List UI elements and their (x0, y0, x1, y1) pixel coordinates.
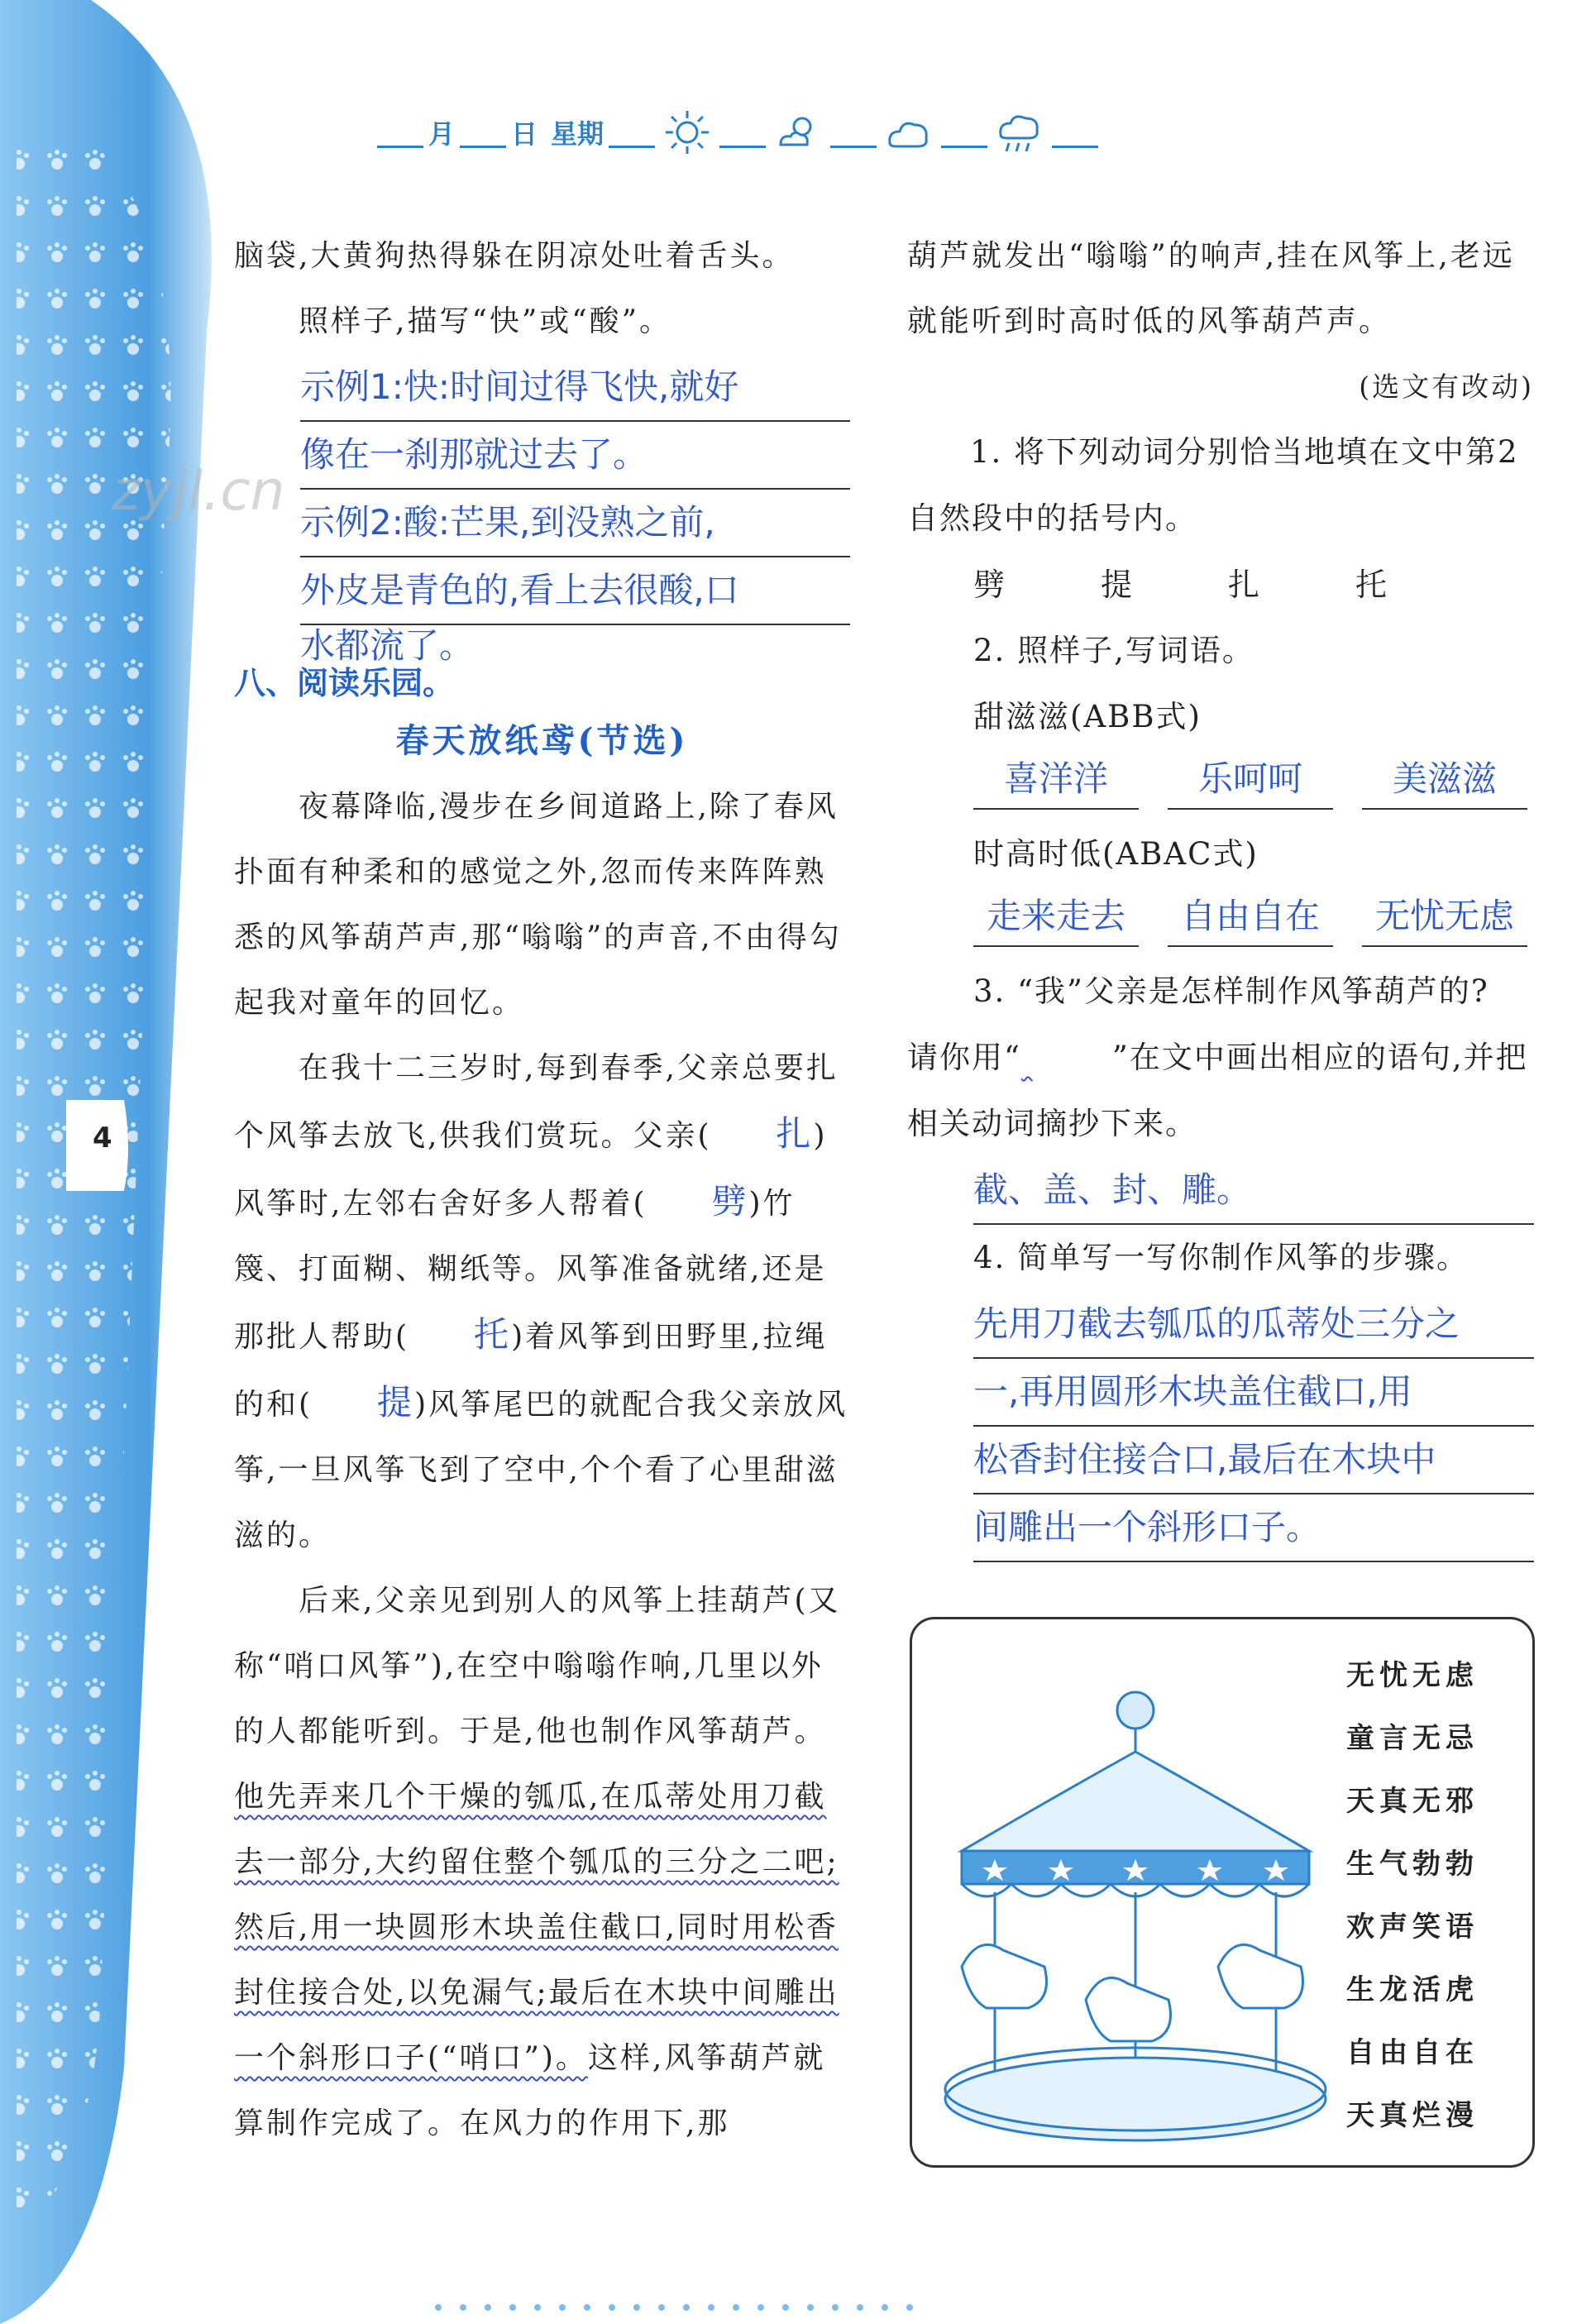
text-run: 请你用“ (907, 1040, 1021, 1075)
idiom-list (1346, 1644, 1512, 2147)
idiom-item: 天真无邪 (1346, 1785, 1479, 1818)
question-3-instruction (907, 1025, 1534, 1157)
text-run: )竹篾、打面糊、糊纸等。风筝准备就绪,还是那批人帮助( (234, 1187, 827, 1354)
idiom-item: 天真烂漫 (1346, 2099, 1479, 2132)
answer-line: 外皮是青色的,看上去很酸,口 (300, 557, 850, 625)
watermark: zyjl.cn (112, 459, 285, 523)
answer-line: 一,再用圆形木块盖住截口,用 (973, 1359, 1534, 1427)
section-heading: 八、阅读乐园。 (234, 665, 455, 701)
text-run: )着风筝到田野里,拉绳的和( (234, 1320, 828, 1422)
example-answers (300, 354, 850, 666)
left-column (234, 223, 850, 2156)
question-4-answer (973, 1291, 1534, 1562)
cloudy-icon (885, 108, 933, 156)
idiom-item: 童言无忌 (1346, 1722, 1479, 1755)
question-2: 2. 照样子,写词语。 (973, 633, 1254, 668)
word-answer: 无忧无虑 (1362, 887, 1527, 947)
day-blank (460, 117, 506, 148)
page-number: 4 (93, 1121, 112, 1155)
verb-item: 劈 (973, 567, 1006, 603)
passage-continued: 葫芦就发出“嗡嗡”的响声,挂在风筝上,老远就能听到时高时低的风筝葫芦声。 (907, 239, 1515, 338)
idiom-item: 无忧无虑 (1346, 1659, 1479, 1692)
text-run: 后来,父亲见到别人的风筝上挂葫芦(又称“哨口风筝”),在空中嗡嗡作响,几里以外的人都能听到。于是,他也制作风筝葫芦。 (234, 1584, 841, 1748)
verb-item: 扎 (1227, 567, 1259, 603)
abac-answers (973, 887, 1527, 947)
day-label: 日 (511, 118, 538, 150)
text-run: ”在文中画出相应的语句,并把相关动词摘抄下来。 (907, 1040, 1528, 1141)
decorative-side-band (0, 0, 240, 2324)
question-3: 3. “我”父亲是怎样制作风筝葫芦的? (973, 973, 1489, 1009)
passage-title: 春天放纸鸢(节选) (395, 721, 689, 760)
weather-blank-3 (941, 117, 987, 148)
weekday-blank (609, 117, 655, 148)
carousel-illustration (929, 1636, 1342, 2149)
answer-line: 间雕出一个斜形口子。 (973, 1494, 1534, 1562)
word-answer: 乐呵呵 (1168, 750, 1333, 810)
source-note: (选文有改动) (1359, 371, 1534, 403)
idiom-item: 自由自在 (1346, 2036, 1479, 2069)
answer-line: 松香封住接合口,最后在木块中 (973, 1427, 1534, 1494)
passage-paragraph-3 (234, 1568, 850, 2156)
weather-blank-1 (719, 117, 766, 148)
date-weather-header (372, 108, 1103, 157)
abb-label: 甜滋滋(ABB式) (973, 699, 1202, 734)
rainy-icon (996, 108, 1044, 156)
passage-paragraph-1: 夜幕降临,漫步在乡间道路上,除了春风扑面有种柔和的感觉之外,忽而传来阵阵熟悉的风筝葫芦声,那“嗡嗡”的声音,不由得勾起我对童年的回忆。 (234, 790, 842, 1020)
passage-paragraph-2 (234, 1035, 850, 1568)
footer-dots (430, 2299, 959, 2316)
text-run: )风筝尾巴的就配合我父亲放风筝,一旦风筝飞到了空中,个个看了心里甜滋滋的。 (234, 1388, 848, 1552)
abb-answers (973, 750, 1527, 810)
verb-item: 托 (1355, 567, 1387, 603)
fill-answer: 劈 (711, 1181, 749, 1222)
answer-line: 示例1:快:时间过得飞快,就好 (300, 354, 850, 422)
text-run: )风筝时,左邻右舍好多人帮着( (234, 1119, 828, 1221)
answer-line: 截、盖、封、雕。 (973, 1157, 1534, 1225)
right-column (907, 223, 1534, 1562)
month-blank (377, 117, 423, 148)
verb-item: 提 (1100, 567, 1132, 603)
wavy-line-sample (1021, 1025, 1112, 1091)
sunny-icon (663, 108, 711, 156)
idiom-item: 生龙活虎 (1346, 1973, 1479, 2006)
month-label: 月 (428, 118, 456, 150)
word-answer: 喜洋洋 (973, 750, 1139, 810)
fill-answer: 托 (474, 1314, 512, 1355)
question-3-answer (973, 1157, 1534, 1225)
question-1: 1. 将下列动词分别恰当地填在文中第2自然段中的括号内。 (907, 434, 1519, 536)
weather-blank-4 (1052, 117, 1098, 148)
fill-answer: 扎 (776, 1113, 814, 1154)
text-run: 在我十二三岁时,每到春季,父亲总要扎个风筝去放飞,供我们赏玩。父亲( (234, 1051, 839, 1153)
instruction-text: 照样子,描写“快”或“酸”。 (299, 304, 672, 338)
wavy-underlined-answer: 他先弄来几个干燥的瓠瓜,在瓜蒂处用刀截去一部分,大约留住整个瓠瓜的三分之二吧;然后,用一块圆形木块盖住截口,同时用松香封住接合处,以免漏气;最后在木块中间雕出一个斜形口子(“哨口”)。 (234, 1780, 839, 2075)
idiom-illustration-box (910, 1617, 1535, 2168)
paragraph-continued: 脑袋,大黄狗热得躲在阴凉处吐着舌头。 (234, 239, 795, 273)
weather-blank-2 (830, 117, 877, 148)
question-4: 4. 简单写一写你制作风筝的步骤。 (973, 1240, 1469, 1275)
verb-list (973, 552, 1387, 618)
answer-line: 水都流了。 (300, 625, 475, 666)
partly-cloudy-icon (774, 108, 822, 156)
idiom-item: 生气勃勃 (1346, 1848, 1479, 1881)
fill-answer: 提 (377, 1382, 415, 1423)
answer-line: 先用刀截去瓠瓜的瓜蒂处三分之 (973, 1291, 1534, 1359)
weekday-label: 星期 (551, 118, 605, 150)
abac-label: 时高时低(ABAC式) (973, 836, 1259, 872)
answer-line: 像在一刹那就过去了。 (300, 422, 850, 490)
text-run: 这样,风筝葫芦就算制作完成了。在风力的作用下,那 (234, 2041, 826, 2140)
word-answer: 美滋滋 (1362, 750, 1527, 810)
word-answer: 走来走去 (973, 887, 1139, 947)
idiom-item: 欢声笑语 (1346, 1910, 1479, 1944)
word-answer: 自由自在 (1168, 887, 1333, 947)
answer-line: 示例2:酸:芒果,到没熟之前, (300, 490, 850, 557)
